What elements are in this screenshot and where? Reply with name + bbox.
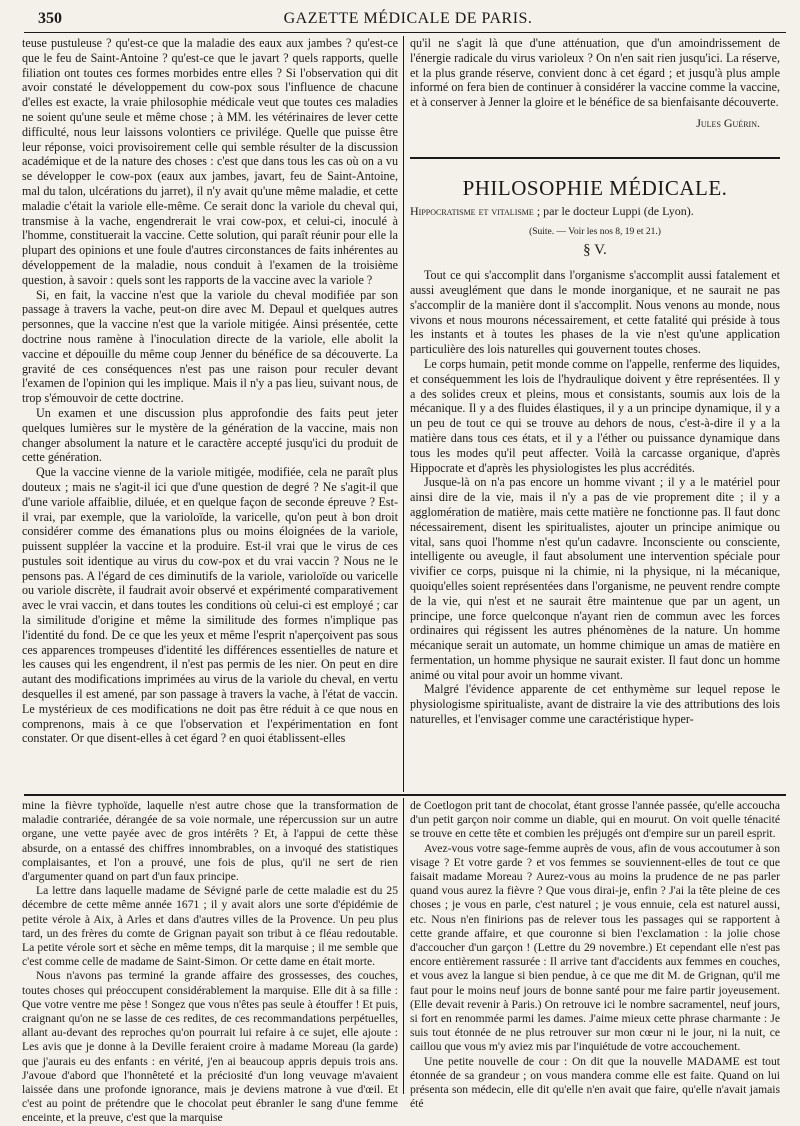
paragraph: teuse pustuleuse ? qu'est-ce que la maladie des eaux aux jambes ? qu'est-ce que le feu de Saint-Antoine ? qu'est-ce que le javart ? quels rapports, quelle filiation ont toutes ces formes morbides entre elles ? Si l'observation qui dit avoir constaté le développement du cow-pox sous l'influence de chacune d'elles est exacte, la vraie philosophie médicale veut que toutes ces maladies ne soient qu'une seule et même chose ; à MM. les vétérinaires de lever cette difficulté, nous leur laissons volontiers ce privilége. Quelle que puisse être leur réponse, voici provisoirement celle qui semble résulter de la discussion académique et de la nature des choses : c'est que dans tous les cas où on a vu se développer le cow-pox (eaux aux jambes, javart, feu de Saint-Antoine, mal du talon, ulcérations du jarret), il n'y avait qu'une même maladie, et cette maladie c'était la variole elle-même. Ce serait donc la variole du cheval qui, transmise à la vache, engendrerait le vrai cow-pox, et celui-ci, inoculé à l'homme, constituerait la vaccine. Cette solution, qui paraît réunir pour elle la plupart des opinions et une foule d'autres circonstances de faits inhérentes au développement de la maladie, nous conduit à l'examen de la troisième question, à savoir : quels sont les rapports de la vaccine avec la variole ? (22, 36, 398, 287)
journal-title: GAZETTE MÉDICALE DE PARIS. (283, 10, 533, 27)
header-rule (24, 32, 786, 33)
page-header (38, 10, 778, 32)
bottom-right-column (410, 799, 780, 1111)
paragraph: de Coetlogon prit tant de chocolat, étant grosse l'année passée, qu'elle accoucha d'un petit garçon noir comme un diable, qui en mourut. On voit quelle ténacité se trouve en cette tête et combien les préjugés ont d'empire sur un pareil esprit. (410, 799, 780, 841)
subtitle-rest: ; par le docteur Luppi (de Lyon). (533, 203, 694, 218)
paragraph: Si, en fait, la vaccine n'est que la variole du cheval modifiée par son passage à travers la vache, peut-on dire avec M. Depaul et quelques autres personnes, que la vaccine n'est que la variole mitigée. Ainsi présentée, cette doctrine nous ramène à l'inoculation directe de la variole, elle abolit la vaccine et dépouille du même coup Jenner du bénéfice de sa découverte. La gravité de ces conséquences n'est pas une raison pour reculer devant l'examen de l'opinion qui les implique. Mais il n'y a pas lieu, suivant nous, de trop s'émouvoir de cette doctrine. (22, 287, 398, 406)
paragraph: Le corps humain, petit monde comme on l'appelle, renferme des liquides, et conséquemment les lois de l'hydraulique doivent y être représentées. Il y a des solides creux et pleins, mous et consistants, soumis aux lois de la mécanique. Il y a des fluides élastiques, il y a un principe dynamique, il y a un peu de tout ce qui se trouve au dehors de nous, c'est-à-dire il y a la matière dans tous ces états, et il y a l'éther ou puissance dynamique dans tous les modes qu'il peut affecter. Voilà la carcasse organique, d'après Hippocrate et d'après les physiologistes les plus accrédités. (410, 356, 780, 475)
section-subtitle (410, 204, 780, 219)
paragraph: Tout ce qui s'accomplit dans l'organisme s'accomplit aussi fatalement et aussi aveuglément que dans le monde inorganique, et ne saurait ne pas s'accomplir de la manière dont il s'accomplit. Nous venons au monde, nous vivons et nous mourons nécessairement, et cette fatalité qui préside à tous les instants et à toutes les phases de la vie n'est qu'une application particulière des lois naturelles qui gouvernent toutes choses. (410, 268, 780, 357)
paragraph: Jusque-là on n'a pas encore un homme vivant ; il y a le matériel pour ainsi dire de la vie, mais il n'y a pas de vie proprement dite ; il y a agglomération de matière, mais cette matière ne fonctionne pas. Il faut donc nécessairement, disent les spiritualistes, ajouter un principe animique ou vital, sans quoi l'homme n'est qu'un cadavre. Inconsciente ou consciente, intelligente ou aveugle, il faut absolument une intervention spéciale pour vivifier ce corps, puisque ni la chimie, ni la physique, ni la mécanique, quoiqu'elles soient représentées dans l'organisme, ne peuvent rendre compte de la vie, qui n'est et ne saurait être maintenue que par un agent, un principe, une force quelconque n'ayant rien de commun avec les forces ordinaires qui régissent les autres phénomènes de la nature. Un homme mécanique serait un automate, un homme chimique un amas de matière en fermentation, un homme physique ne saurait exister. Il faut donc un homme animé ou vital pour avoir un homme vivant. (410, 475, 780, 682)
top-left-column (22, 36, 398, 791)
author-signature: Jules Guérin. (696, 115, 760, 130)
column-divider-bottom (403, 798, 404, 1094)
paragraph: Avez-vous votre sage-femme auprès de vous, afin de vous accoutumer à son visage ? Et votre garde ? et vos femmes se souviennent-elles de tout ce que faisait madame Moreau ? Aurez-vous au moins la prudence de ne pas parler quand vous aurez la fièvre ? Que vous dirai-je, enfin ? J'ai la tête pleine de ces choses ; je vous en parle, c'est naturel ; je vous ennuie, cela est naturel aussi, etc. Nous n'en finirions pas de relever tous les passages qui se rapportent à cette grande affaire, et que couronne si bien l'exclamation : la jolie chose d'accoucher d'un garçon ! (Lettre du 29 novembre.) Et cependant elle n'est pas encore entièrement rassurée : Il arrive tant d'accidents aux femmes en couches, et vous avez la langue si bien pendue, à ce que me dit M. de Grignan, qu'il me faut pour le moins neuf jours de bonne santé pour me faire partir joyeusement. (Elle devait revenir à Paris.) On retrouve ici le nombre sacramentel, neuf jours, si fort en renommée parmi les dames. J'aime mieux cette phrase charmante : Je suis tout étonnée de ne plus retrouver sur mon cœur ni le jour, ni la nuit, ce caillou que vous m'y aviez mis par l'inquiétude de votre accouchement. (410, 841, 780, 1054)
top-right-column (410, 36, 780, 791)
bottom-left-column (22, 799, 398, 1125)
section-title: PHILOSOPHIE MÉDICALE. (462, 175, 728, 200)
paragraph: Un examen et une discussion plus approfondie des faits peut jeter quelques lumières sur le mystère de la génération de la vaccine, mais non changer absolument la nature et le caractère accepté jusqu'ici du produit de cette génération. (22, 405, 398, 465)
paragraph: Malgré l'évidence apparente de cet enthymème sur lequel repose le physiologisme spiritualiste, avant de distraire la vie des attributions des lois naturelles, et l'envisager comme une caractéristique hyper- (410, 682, 780, 727)
article-separator (410, 157, 780, 159)
paragraph: La lettre dans laquelle madame de Sévigné parle de cette maladie est du 25 décembre de cette même année 1671 ; il y avait alors une sorte d'épidémie de petite vérole à Aix, à Arles et dans d'autres villes de la Provence. Un peu plus tard, un des frères du comte de Grignan payait son tribut à ce fléau redoutable. La petite vérole sort et sèche en même temps, dit la marquise ; il me semble que c'est comme celle de madame de Saint-Simon. Or cette dame en était morte. (22, 884, 398, 969)
paragraph: Nous n'avons pas terminé la grande affaire des grossesses, des couches, toutes choses qui préoccupent considérablement la marquise. Elle dit à sa fille : Que votre ventre me pèse ! Songez que vous n'êtes pas seule à étouffer ! Et puis, craignant qu'on ne se lasse de ces redites, de ces recommandations perpétuelles, allant au-devant des reproches qu'on pourrait lui refaire à ce sujet, elle ajoute : Les avis que je donne à la Deville feraient croire à madame Moreau (la garde) que j'aurais eu des enfants : en vérité, j'en ai beaucoup appris depuis trois ans. J'avoue d'abord que l'honnêteté et la préciosité d'un long veuvage m'avaient laissée dans une profonde ignorance, mais je deviens matrone à vue d'œil. Et c'est au point de prétendre que le chocolat peut ébranler le sang d'une femme enceinte, et la preuve, c'est que la marquise (22, 969, 398, 1125)
paragraph: mine la fièvre typhoïde, laquelle n'est autre chose que la transformation de maladie contrariée, dérangée de sa voie normale, une répercussion sur un autre organe, une vette payée avec de gros intérêts ? Et, à l'appui de cette thèse absurde, on a entassé des chiffres innombrables, on a invoqué des statistiques complaisantes, et l'on a prouvé, une fois de plus, qu'il ne sert de rien d'argumenter quand on part d'un faux principe. (22, 799, 398, 884)
paragraph: qu'il ne s'agit là que d'une atténuation, que d'un amoindrissement de l'énergie radicale du virus varioleux ? On n'en sait rien jusqu'ici. La réserve, et la plus grande réserve, convient donc à cet égard ; et jusqu'à plus ample informé on fera bien de continuer à considérer la vaccine comme la vaccine, et à conserver à Jenner la gloire et le bénéfice de sa bienfaisante découverte. (410, 36, 780, 110)
page-number: 350 (38, 10, 62, 27)
column-divider-top (403, 36, 404, 792)
paragraph: Que la vaccine vienne de la variole mitigée, modifiée, cela ne paraît plus douteux ; mais ne s'agit-il ici que d'une question de degré ? Ne s'agit-il que d'une variole affaiblie, diluée, et en quelque façon de seconde épreuve ? Est-il vrai, par exemple, que la varioloïde, la varicelle, qu'on peut à bon droit considérer comme des émanations plus ou moins éloignées de la variole, puissent suppléer la vaccine et la produire. Est-il vrai que le virus de ces pustules soit identique au virus du cow-pox et du vrai vaccin ? Nous ne le pensons pas. A l'égard de ces diminutifs de la variole, varioloïde ou varicelle ou variole discrète, il faudrait avoir observé et expérimenté comparativement avec le vrai vaccin, et dans toutes les conditions où celui-ci est employé ; car la similitude d'origine et même la similitude des formes n'implique pas l'identité du fond. De ce que les yeux et même l'esprit n'aperçoivent pas sous ces apparences trompeuses d'identité les différences essentielles de nature et les causes qui les engendrent, il n'est pas permis de les nier. On peut en dire autant des modifications imprimées au virus de la variole du cheval, en vertu desquelles il est amené, par son passage à travers la vache, à l'état de vaccin. Le mystérieux de ces modifications ne doit pas être réduit à ce que nous en comprenons, mais à ce que l'observation et l'expérimentation en font constater. Or que disent-elles à cet égard ? en quoi établissent-elles (22, 465, 398, 746)
paragraph-mark: § V. (583, 242, 607, 259)
continuation-note: (Suite. — Voir les nos 8, 19 et 21.) (529, 226, 661, 237)
subtitle-caps: Hippocratisme et vitalisme (410, 203, 534, 218)
paragraph: Une petite nouvelle de cour : On dit que la nouvelle MADAME est tout étonnée de sa grandeur ; on vous mandera comme elle est faite. Quand on lui présenta son médecin, elle dit qu'elle n'en avait que faire, qu'elle n'avait jamais été (410, 1054, 780, 1111)
section-rule (24, 794, 786, 796)
